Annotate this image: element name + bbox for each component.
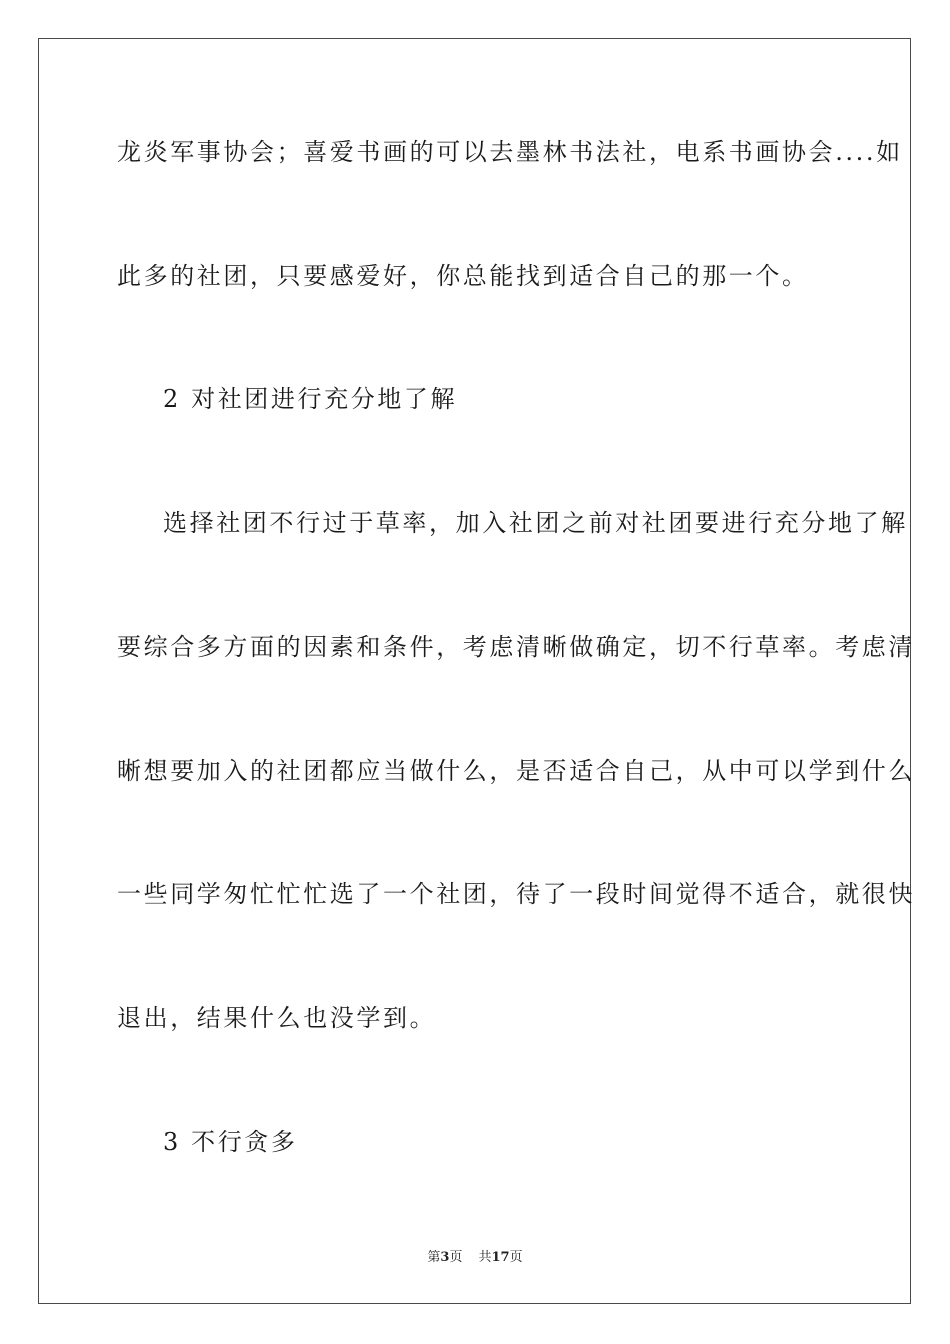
section-heading: 3 不行贪多 bbox=[163, 1128, 298, 1156]
body-text-line: 要综合多方面的因素和条件，考虑清晰做确定，切不行草率。考虑清 bbox=[117, 633, 915, 661]
page-border bbox=[38, 38, 911, 1304]
body-text-line: 晰想要加入的社团都应当做什么，是否适合自己，从中可以学到什么 bbox=[117, 757, 915, 785]
page-total: 17 bbox=[491, 1250, 510, 1265]
page-footer bbox=[0, 1250, 950, 1266]
body-text-line: 选择社团不行过于草率，加入社团之前对社团要进行充分地了解 bbox=[163, 509, 908, 537]
page-total-suffix: 页 bbox=[509, 1250, 523, 1265]
page-number-suffix: 页 bbox=[449, 1250, 463, 1265]
page-number-current: 3 bbox=[440, 1250, 450, 1265]
body-text-line: 退出，结果什么也没学到。 bbox=[117, 1004, 437, 1032]
page-number-prefix: 第 bbox=[427, 1250, 441, 1265]
body-text-line: 龙炎军事协会；喜爱书画的可以去墨林书法社，电系书画协会....如 bbox=[117, 138, 903, 166]
body-text-line: 此多的社团，只要感爱好，你总能找到适合自己的那一个。 bbox=[117, 262, 809, 290]
page-total-prefix: 共 bbox=[478, 1250, 492, 1265]
body-text-line: 一些同学匆忙忙忙选了一个社团，待了一段时间觉得不适合，就很快 bbox=[117, 880, 915, 908]
section-heading: 2 对社团进行充分地了解 bbox=[163, 385, 458, 413]
